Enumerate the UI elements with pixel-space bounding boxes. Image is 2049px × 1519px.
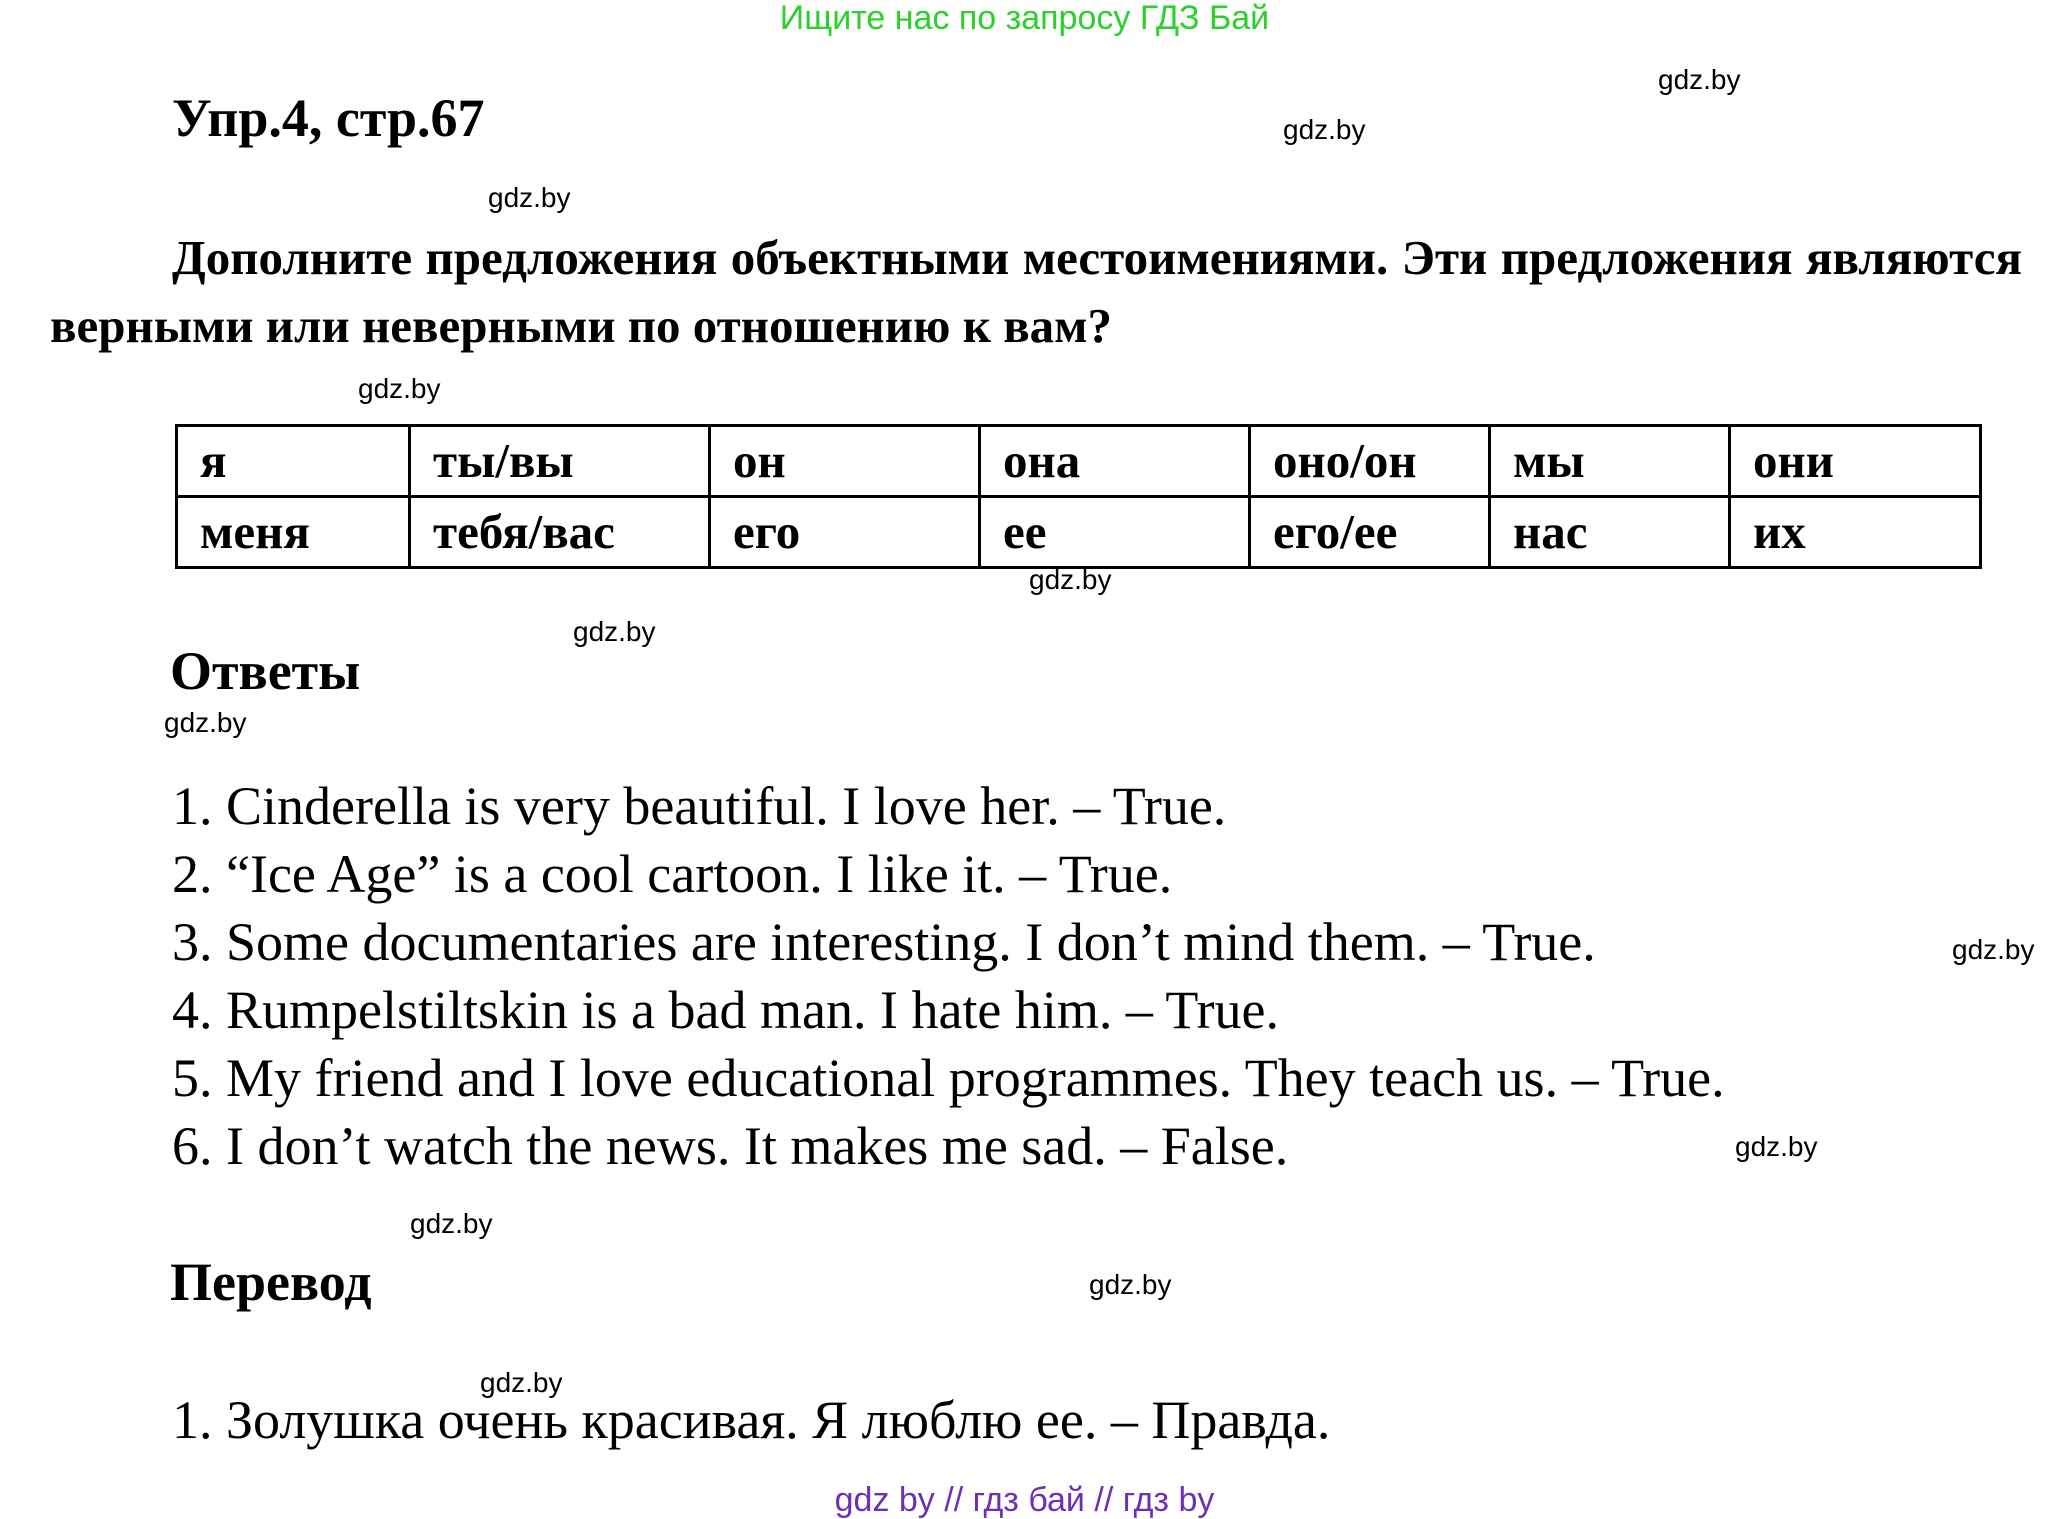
watermark: gdz.by [573, 616, 656, 647]
top-banner[interactable]: Ищите нас по запросу ГДЗ Бай [779, 0, 1270, 37]
table-cell: она [980, 426, 1250, 497]
table-cell: он [710, 426, 980, 497]
pronoun-table [175, 424, 1982, 569]
translation-title: Перевод [170, 1252, 372, 1312]
task-text [50, 224, 2022, 360]
table-cell: нас [1490, 497, 1730, 568]
task-text-content: Дополните предложения объектными местоимениями. Эти предложения являются верными или неверными по отношению к вам? [50, 230, 2022, 353]
answer-line-6: 6. I don’t watch the news. It makes me sad. – False. [172, 1116, 1289, 1176]
table-cell: ее [980, 497, 1250, 568]
table-cell: их [1730, 497, 1981, 568]
table-cell: меня [177, 497, 410, 568]
table-cell: тебя/вас [410, 497, 710, 568]
table-cell: ты/вы [410, 426, 710, 497]
footer-links[interactable]: gdz by // гдз бай // гдз by [834, 1481, 1215, 1519]
watermark: gdz.by [1029, 564, 1112, 595]
table-cell: его/ее [1250, 497, 1490, 568]
watermark: gdz.by [1735, 1131, 1818, 1162]
table-row-subject [177, 426, 1981, 497]
answer-line-5: 5. My friend and I love educational programmes. They teach us. – True. [172, 1048, 1725, 1108]
answer-line-4: 4. Rumpelstiltskin is a bad man. I hate him. – True. [172, 980, 1279, 1040]
answer-line-3: 3. Some documentaries are interesting. I don’t mind them. – True. [172, 912, 1596, 972]
answers-title: Ответы [170, 641, 361, 701]
watermark: gdz.by [358, 373, 441, 404]
table-cell: я [177, 426, 410, 497]
watermark: gdz.by [164, 707, 247, 738]
watermark: gdz.by [488, 182, 571, 213]
table-cell: мы [1490, 426, 1730, 497]
answer-line-1: 1. Cinderella is very beautiful. I love her. – True. [172, 776, 1227, 836]
table-row-object [177, 497, 1981, 568]
exercise-heading: Упр.4, стр.67 [172, 88, 485, 148]
table-cell: его [710, 497, 980, 568]
watermark: gdz.by [1283, 114, 1366, 145]
watermark: gdz.by [1952, 934, 2035, 965]
watermark: gdz.by [1089, 1269, 1172, 1300]
table-cell: они [1730, 426, 1981, 497]
watermark: gdz.by [1658, 64, 1741, 95]
watermark: gdz.by [410, 1208, 493, 1239]
answer-line-2: 2. “Ice Age” is a cool cartoon. I like it. – True. [172, 844, 1173, 904]
watermark: gdz.by [480, 1367, 563, 1398]
translation-line-1: 1. Золушка очень красивая. Я люблю ее. – Правда. [172, 1390, 1331, 1450]
table-cell: оно/он [1250, 426, 1490, 497]
